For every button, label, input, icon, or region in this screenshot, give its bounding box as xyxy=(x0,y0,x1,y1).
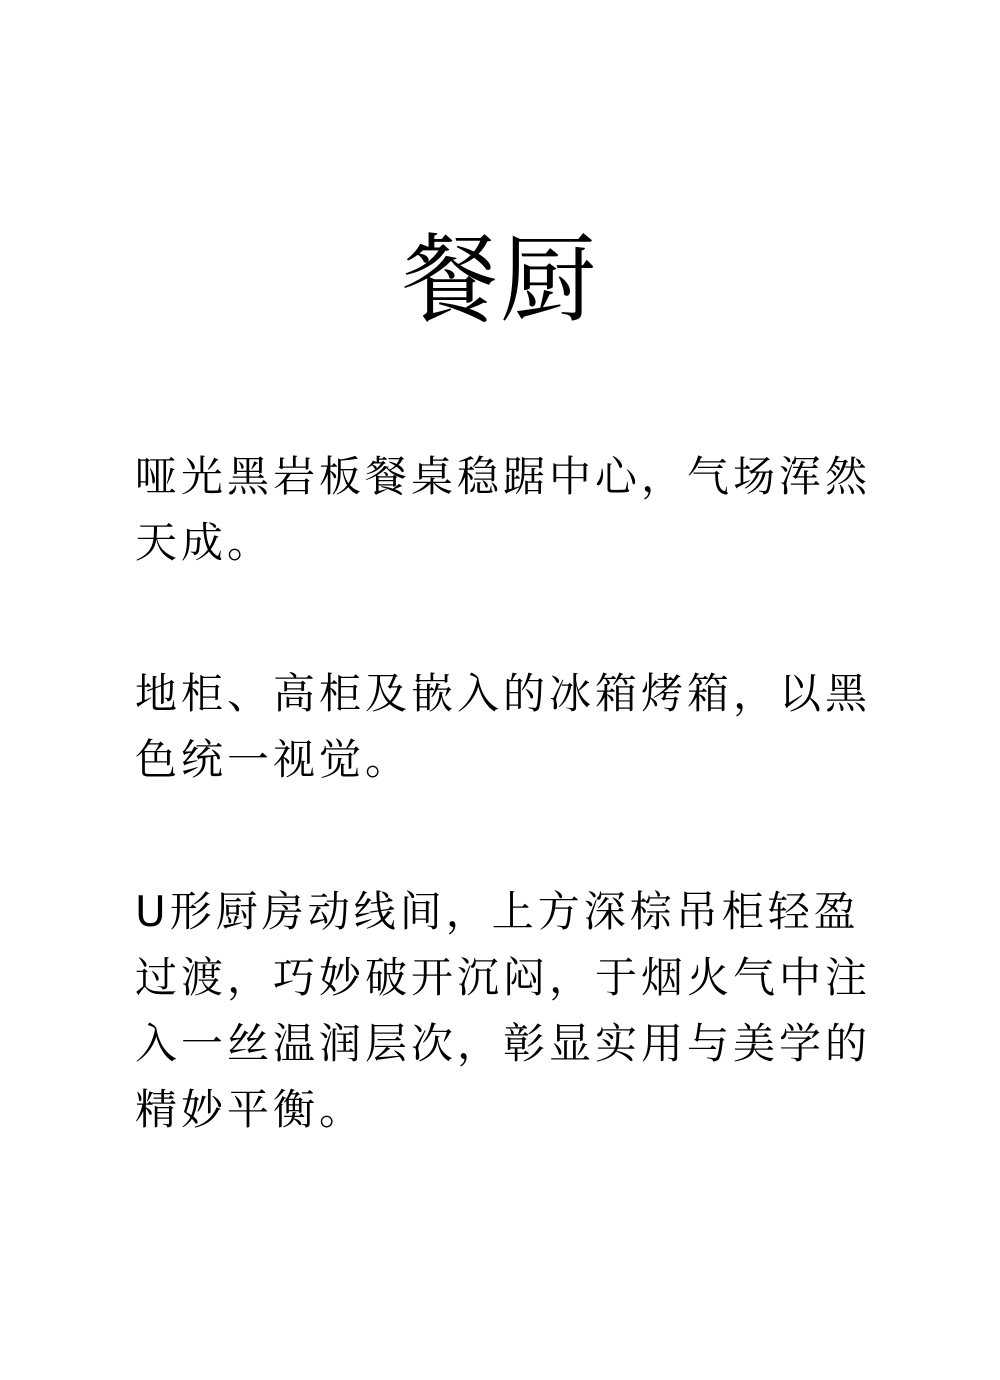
paragraph-kitchen-layout: U形厨房动线间，上方深棕吊柜轻盈过渡，巧妙破开沉闷，于烟火气中注入一丝温润层次，彰显实用与美学的精妙平衡。 xyxy=(135,887,872,1134)
page-title: 餐厨 xyxy=(402,224,598,336)
paragraph-cabinets: 地柜、高柜及嵌入的冰箱烤箱，以黑色统一视觉。 xyxy=(135,669,872,784)
paragraph-dining-table: 哑光黑岩板餐桌稳踞中心，气场浑然天成。 xyxy=(135,452,872,567)
